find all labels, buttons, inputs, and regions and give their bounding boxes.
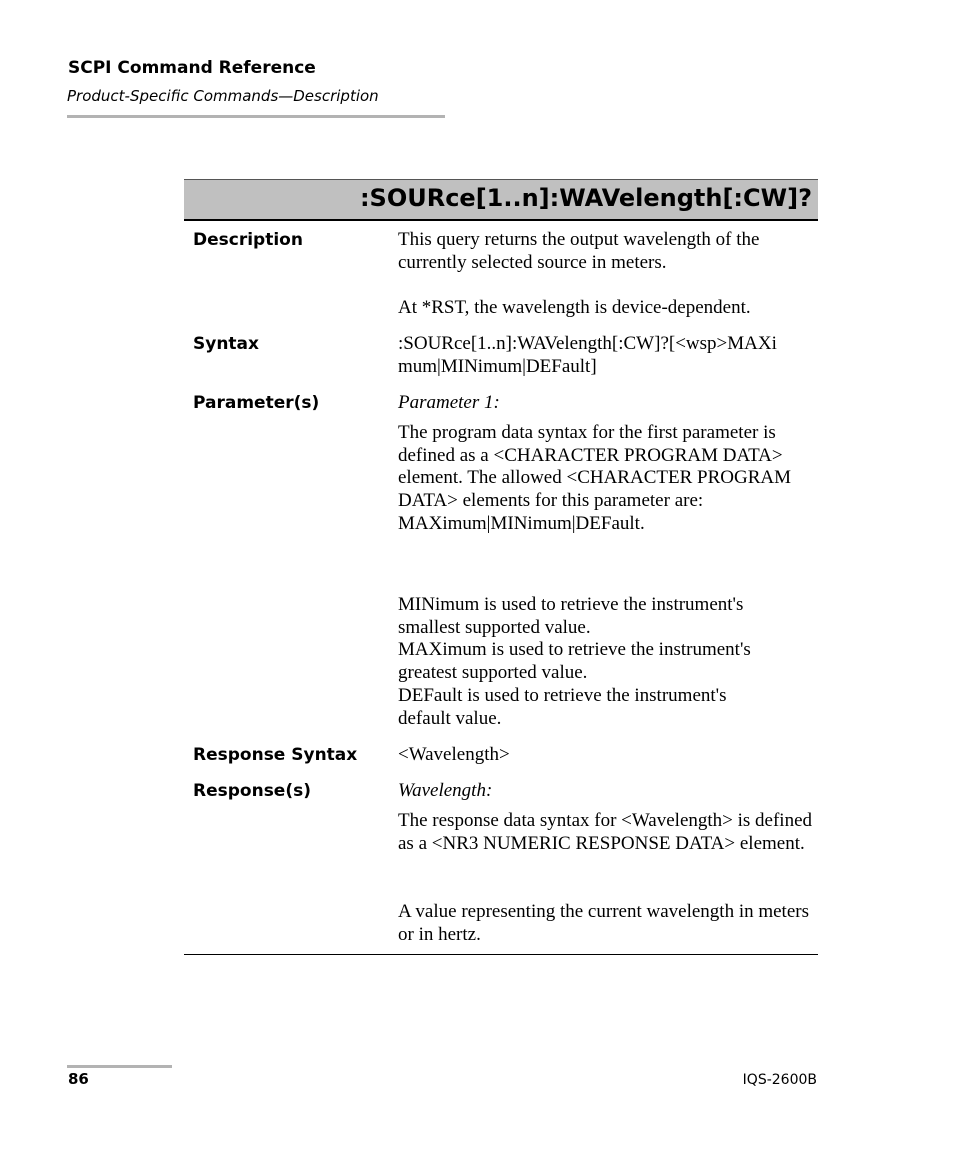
- page-number: 86: [68, 1070, 89, 1088]
- parameters-label: Parameter(s): [193, 393, 320, 413]
- response-title: Wavelength:: [398, 780, 493, 801]
- parameter-values-line: MINimum is used to retrieve the instrument's: [398, 594, 744, 615]
- product-name: IQS-2600B: [742, 1072, 817, 1088]
- command-title: :SOURce[1..n]:WAVelength[:CW]?: [359, 184, 812, 212]
- description-label: Description: [193, 230, 303, 250]
- syntax-label: Syntax: [193, 334, 259, 354]
- running-header-subtitle: Product-Specific Commands—Description: [67, 87, 379, 105]
- parameter-values-line: greatest supported value.: [398, 662, 588, 684]
- syntax-text: [398, 333, 818, 378]
- parameter-1-description: The program data syntax for the first parameter is defined as a <CHARACTER PROGRAM DATA> element. The allowed <CHARACTER PROGRAM DATA> elements for this parameter are: MAXimum|MINimum|DEFault.: [398, 422, 791, 534]
- response-description-1: The response data syntax for <Wavelength> is defined as a <NR3 NUMERIC RESPONSE DATA> element.: [398, 810, 813, 854]
- footer-divider: [67, 1065, 172, 1068]
- syntax-line-1: :SOURce[1..n]:WAVelength[:CW]?[<wsp>MAXi: [398, 333, 777, 354]
- parameter-values-line: MAXimum is used to retrieve the instrument's: [398, 639, 751, 661]
- responses-label: Response(s): [193, 781, 311, 801]
- parameter-values-line: smallest supported value.: [398, 616, 591, 638]
- parameter-1-title: Parameter 1:: [398, 392, 500, 413]
- description-text-2: At *RST, the wavelength is device-dependent.: [398, 297, 751, 318]
- response-syntax-value: <Wavelength>: [398, 744, 510, 765]
- syntax-line-2: mum|MINimum|DEFault]: [398, 355, 597, 377]
- command-title-bar: [184, 179, 818, 221]
- table-end-rule: [184, 954, 818, 955]
- header-divider: [67, 115, 445, 118]
- parameter-values-line: default value.: [398, 707, 502, 729]
- response-description-2: A value representing the current wavelength in meters or in hertz.: [398, 901, 809, 945]
- response-syntax-label: Response Syntax: [193, 745, 358, 765]
- parameter-values-line: DEFault is used to retrieve the instrument's: [398, 684, 727, 706]
- parameter-1-values: [398, 594, 818, 730]
- running-header-title: SCPI Command Reference: [68, 58, 316, 78]
- description-text-1: This query returns the output wavelength of the currently selected source in meters.: [398, 229, 760, 273]
